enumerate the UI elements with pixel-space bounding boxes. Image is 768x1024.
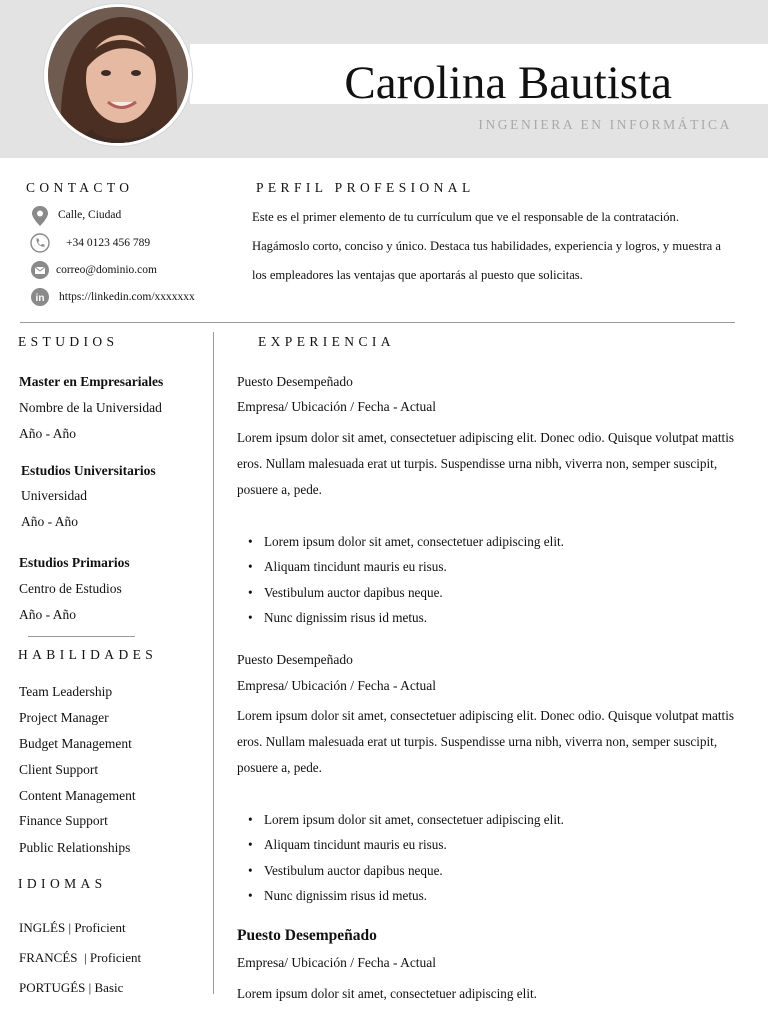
job-company: Empresa/ Ubicación / Fecha - Actual — [237, 399, 437, 414]
contact-phone-text: +34 0123 456 789 — [66, 237, 151, 249]
estudio-degree: Master en Empresariales — [19, 374, 164, 389]
contact-linkedin — [30, 286, 195, 308]
list-item: • Lorem ipsum dolor sit amet, consectetuer adipiscing elit. — [248, 534, 564, 549]
estudios-heading: ESTUDIOS — [18, 334, 119, 349]
estudio-years: Año - Año — [19, 426, 76, 441]
job-bullets — [248, 807, 564, 909]
contact-address — [30, 204, 121, 226]
estudio-degree: Estudios Universitarios — [21, 463, 156, 478]
language-item: PORTUGÉS | Basic — [19, 980, 124, 995]
contacto-heading: CONTACTO — [26, 180, 134, 195]
perfil-heading: PERFIL PROFESIONAL — [256, 180, 475, 195]
skill-item: Public Relationships — [19, 840, 131, 855]
contact-email-text[interactable]: correo@dominio.com — [56, 264, 157, 276]
perfil-text: Este es el primer elemento de tu currículum que ve el responsable de la contratación. Hagámoslo corto, conciso y único. Destaca tus habilidades, experiencia y logros, y muestra a los empleadores las ventajas que aportarás al puesto que solicitas. — [252, 210, 721, 282]
job-description: Lorem ipsum dolor sit amet, consectetuer adipiscing elit. Donec odio. Quisque volutpat mattis eros. Nullam malesuada erat ut turpis. Suspendisse urna nibh, viverra non, semper suscipit, posuere a, pede. — [237, 430, 734, 497]
job-position: Puesto Desempeñado — [237, 927, 377, 944]
left-divider — [28, 636, 135, 637]
job-title: INGENIERA EN INFORMÁTICA — [478, 117, 732, 132]
contact-linkedin-text[interactable]: https://linkedin.com/xxxxxxx — [59, 291, 195, 303]
estudio-school: Universidad — [21, 488, 87, 503]
location-pin-icon — [30, 205, 50, 225]
estudio-school: Nombre de la Universidad — [19, 400, 162, 415]
list-item: • Nunc dignissim risus id metus. — [248, 888, 428, 904]
skill-item: Content Management — [19, 788, 136, 803]
main-divider — [20, 322, 735, 323]
contact-address-text: Calle, Ciudad — [58, 209, 122, 221]
column-divider — [213, 332, 214, 994]
job-position: Puesto Desempeñado — [237, 374, 353, 389]
profile-photo-frame — [44, 4, 192, 146]
estudio-years: Año - Año — [19, 607, 76, 622]
list-item: • Aliquam tincidunt mauris eu risus. — [248, 559, 447, 575]
svg-text:in: in — [35, 293, 45, 304]
estudio-degree: Estudios Primarios — [19, 555, 130, 570]
linkedin-icon — [30, 287, 50, 307]
skill-item: Team Leadership — [19, 684, 113, 699]
list-item: • Vestibulum auctor dapibus neque. — [248, 584, 443, 600]
job-description: Lorem ipsum dolor sit amet, consectetuer adipiscing elit. — [237, 986, 537, 1001]
experiencia-heading: EXPERIENCIA — [258, 334, 395, 349]
estudio-school: Centro de Estudios — [19, 581, 122, 596]
idiomas-heading: IDIOMAS — [18, 876, 107, 891]
candidate-name: Carolina Bautista — [344, 57, 672, 109]
skill-item: Project Manager — [19, 710, 109, 725]
profile-photo — [48, 7, 188, 143]
contact-phone — [30, 232, 150, 254]
job-company: Empresa/ Ubicación / Fecha - Actual — [237, 955, 437, 970]
job-position: Puesto Desempeñado — [237, 652, 353, 667]
contact-email — [30, 259, 157, 281]
skill-item: Budget Management — [19, 736, 132, 751]
skill-item: Client Support — [19, 762, 99, 777]
email-icon — [30, 260, 50, 280]
list-item: • Vestibulum auctor dapibus neque. — [248, 862, 443, 878]
habilidades-heading: HABILIDADES — [18, 647, 158, 662]
estudio-years: Año - Año — [21, 514, 78, 529]
list-item: • Lorem ipsum dolor sit amet, consectetuer adipiscing elit. — [248, 812, 564, 827]
phone-icon — [30, 233, 50, 253]
list-item: • Nunc dignissim risus id metus. — [248, 610, 428, 626]
language-item: INGLÉS | Proficient — [19, 920, 126, 935]
job-bullets — [248, 529, 564, 631]
list-item: • Aliquam tincidunt mauris eu risus. — [248, 837, 447, 853]
skill-item: Finance Support — [19, 813, 108, 828]
language-item: FRANCÉS | Proficient — [19, 950, 142, 965]
job-description: Lorem ipsum dolor sit amet, consectetuer adipiscing elit. Donec odio. Quisque volutpat mattis eros. Nullam malesuada erat ut turpis. Suspendisse urna nibh, viverra non, semper suscipit, posuere a, pede. — [237, 708, 734, 775]
job-company: Empresa/ Ubicación / Fecha - Actual — [237, 678, 437, 693]
